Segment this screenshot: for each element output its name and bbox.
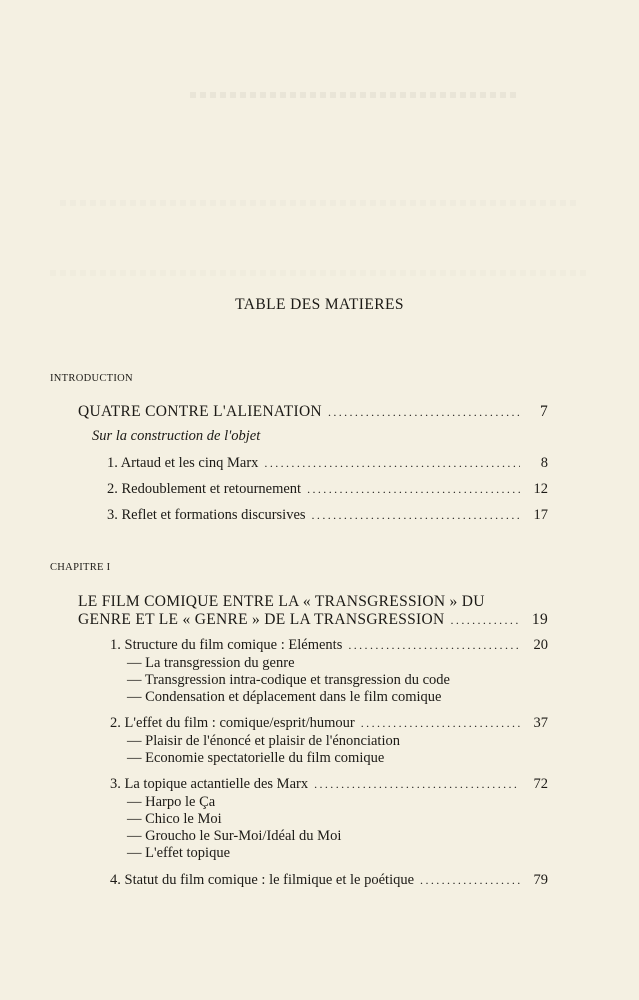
chapter-title-line-2: GENRE ET LE « GENRE » DE LA TRANSGRESSION bbox=[78, 611, 445, 628]
leader-dots bbox=[361, 716, 520, 731]
toc-entry[interactable] bbox=[110, 715, 548, 732]
toc-entry-label: 2. L'effet du film : comique/esprit/humour bbox=[110, 715, 355, 731]
toc-subentry: — Economie spectatorielle du film comique bbox=[127, 750, 385, 766]
toc-entry[interactable] bbox=[110, 872, 548, 889]
section-heading-chapter-1: CHAPITRE I bbox=[50, 562, 111, 573]
toc-entry-label: 1. Structure du film comique : Eléments bbox=[110, 637, 343, 653]
toc-entry-label: QUATRE CONTRE L'ALIENATION bbox=[78, 403, 322, 420]
bleed-through-line bbox=[50, 270, 590, 276]
toc-entry[interactable] bbox=[107, 455, 548, 472]
toc-entry-page: 17 bbox=[533, 507, 548, 523]
toc-subentry: — Harpo le Ça bbox=[127, 794, 216, 810]
leader-dots bbox=[451, 613, 520, 628]
section-heading-introduction: INTRODUCTION bbox=[50, 373, 133, 384]
leader-dots bbox=[264, 456, 520, 471]
toc-entry[interactable] bbox=[110, 776, 548, 793]
toc-entry-page: 12 bbox=[533, 481, 548, 497]
toc-entry-page: 8 bbox=[540, 455, 548, 471]
toc-entry-page: 37 bbox=[533, 715, 548, 731]
toc-entry-page: 72 bbox=[533, 776, 548, 792]
leader-dots bbox=[348, 638, 520, 653]
toc-entry[interactable] bbox=[107, 507, 548, 524]
toc-entry-page: 19 bbox=[531, 611, 548, 628]
toc-entry-label: 2. Redoublement et retournement bbox=[107, 481, 302, 497]
toc-subentry: — L'effet topique bbox=[127, 845, 231, 861]
bleed-through-line bbox=[60, 200, 580, 206]
introduction-subtitle: Sur la construction de l'objet bbox=[92, 428, 261, 444]
toc-entry-label: 3. La topique actantielle des Marx bbox=[110, 776, 309, 792]
toc-subentry: — Condensation et déplacement dans le film comique bbox=[127, 689, 442, 705]
toc-entry-page: 7 bbox=[539, 403, 548, 420]
toc-entry-introduction-main[interactable] bbox=[78, 403, 548, 421]
toc-subentry: — Groucho le Sur-Moi/Idéal du Moi bbox=[127, 828, 342, 844]
toc-entry-page: 79 bbox=[533, 872, 548, 888]
toc-entry-label: 4. Statut du film comique : le filmique et le poétique bbox=[110, 872, 415, 888]
leader-dots bbox=[307, 482, 520, 497]
toc-entry-label: 3. Reflet et formations discursives bbox=[107, 507, 306, 523]
toc-entry[interactable] bbox=[110, 637, 548, 654]
toc-subentry: — Transgression intra-codique et transgression du code bbox=[127, 672, 450, 688]
toc-subentry: — La transgression du genre bbox=[127, 655, 295, 671]
chapter-title-line-1: LE FILM COMIQUE ENTRE LA « TRANSGRESSION » DU bbox=[78, 593, 485, 610]
toc-entry-page: 20 bbox=[533, 637, 548, 653]
toc-entry-label: 1. Artaud et les cinq Marx bbox=[107, 455, 259, 471]
leader-dots bbox=[420, 873, 520, 888]
leader-dots bbox=[328, 405, 520, 420]
page-title: TABLE DES MATIERES bbox=[235, 296, 404, 313]
toc-entry[interactable] bbox=[107, 481, 548, 498]
toc-subentry: — Chico le Moi bbox=[127, 811, 222, 827]
bleed-through-line bbox=[190, 92, 520, 98]
toc-subentry: — Plaisir de l'énoncé et plaisir de l'énonciation bbox=[127, 733, 400, 749]
leader-dots bbox=[314, 777, 520, 792]
toc-entry-chapter-title[interactable] bbox=[78, 611, 548, 629]
leader-dots bbox=[312, 508, 520, 523]
